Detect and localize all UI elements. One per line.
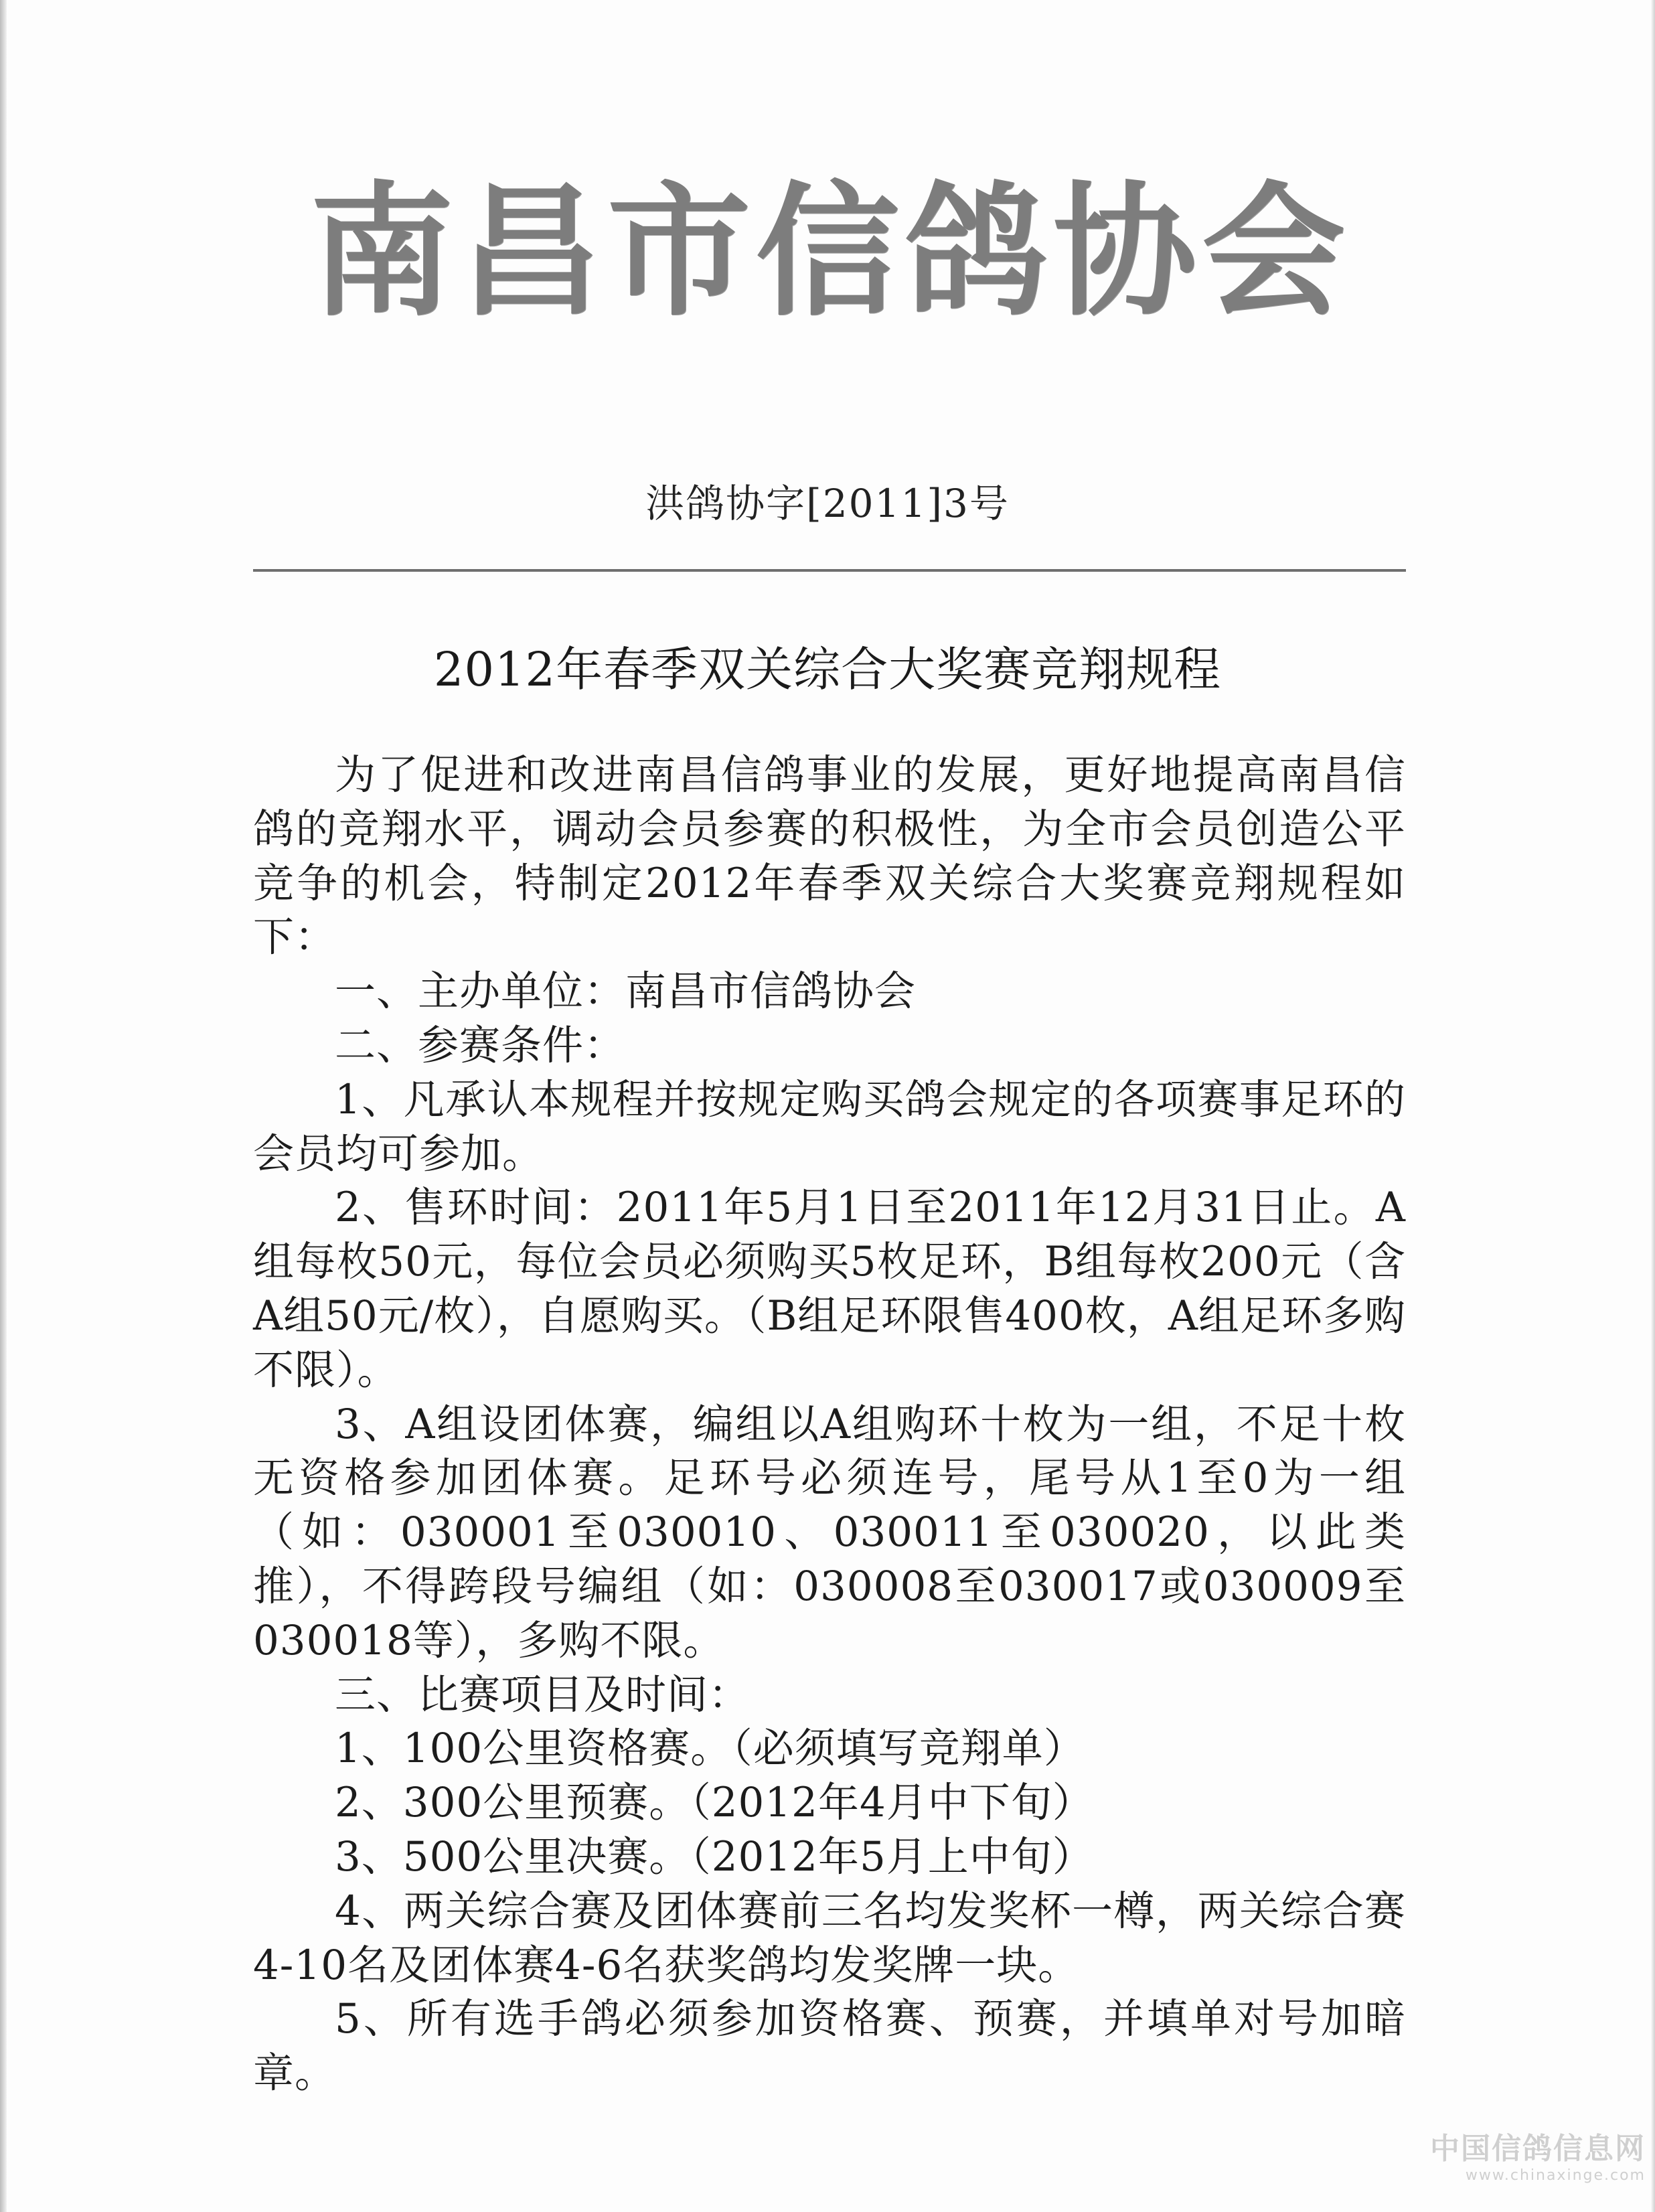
paragraph-event-5: 5、所有选手鸽必须参加资格赛、预赛，并填单对号加暗章。: [253, 1995, 1406, 2098]
paragraph-organizer: 一、主办单位：南昌市信鸽协会: [335, 967, 917, 1016]
document-title: 2012年春季双关综合大奖赛竞翔规程: [433, 642, 1222, 697]
scan-edge-left: [0, 0, 7, 2212]
watermark-site-name: 中国信鸽信息网: [1430, 2132, 1646, 2166]
paragraph-event-4: 4、两关综合赛及团体赛前三名均发奖杯一樽，两关综合赛4-10名及团体赛4-6名获奖鸽均发奖牌一块。: [253, 1887, 1406, 1989]
section-heading-events: 三、比赛项目及时间：: [335, 1670, 751, 1719]
section-heading-conditions: 二、参赛条件：: [335, 1021, 626, 1069]
paragraph-event-3: 3、500公里决赛。（2012年5月上中旬）: [335, 1832, 1094, 1881]
header-divider: [253, 569, 1406, 572]
paragraph-event-2: 2、300公里预赛。（2012年4月中下旬）: [335, 1779, 1094, 1827]
paragraph-condition-2: 2、售环时间：2011年5月1日至2011年12月31日止。A组每枚50元，每位会员必须购买5枚足环，B组每枚200元（含A组50元/枚），自愿购买。（B组足环限售400枚，A组足环多购不限）。: [253, 1184, 1406, 1394]
document-number: 洪鸽协字[2011]3号: [645, 481, 1010, 526]
site-watermark: [1430, 2132, 1646, 2185]
scan-edge-right: [1651, 0, 1655, 2212]
paragraph-condition-3: 3、A组设团体赛，编组以A组购环十枚为一组，不足十枚无资格参加团体赛。足环号必须连号，尾号从1至0为一组（如：030001至030010、030011至030020，以此类推），不得跨段号编组（如：030008至030017或030009至030018等），多购不限。: [253, 1400, 1406, 1664]
paragraph-event-1: 1、100公里资格赛。（必须填写竞翔单）: [335, 1725, 1085, 1773]
document-body: [253, 748, 1406, 2101]
watermark-url: www.chinaxinge.com: [1465, 2167, 1646, 2184]
paragraph-condition-1: 1、凡承认本规程并按规定购买鸽会规定的各项赛事足环的会员均可参加。: [253, 1075, 1406, 1178]
organization-letterhead: 南昌市信鸽协会: [310, 169, 1350, 335]
paragraph-intro: 为了促进和改进南昌信鸽事业的发展，更好地提高南昌信鸽的竞翔水平，调动会员参赛的积极性，为全市会员创造公平竞争的机会，特制定2012年春季双关综合大奖赛竞翔规程如下：: [253, 751, 1406, 961]
